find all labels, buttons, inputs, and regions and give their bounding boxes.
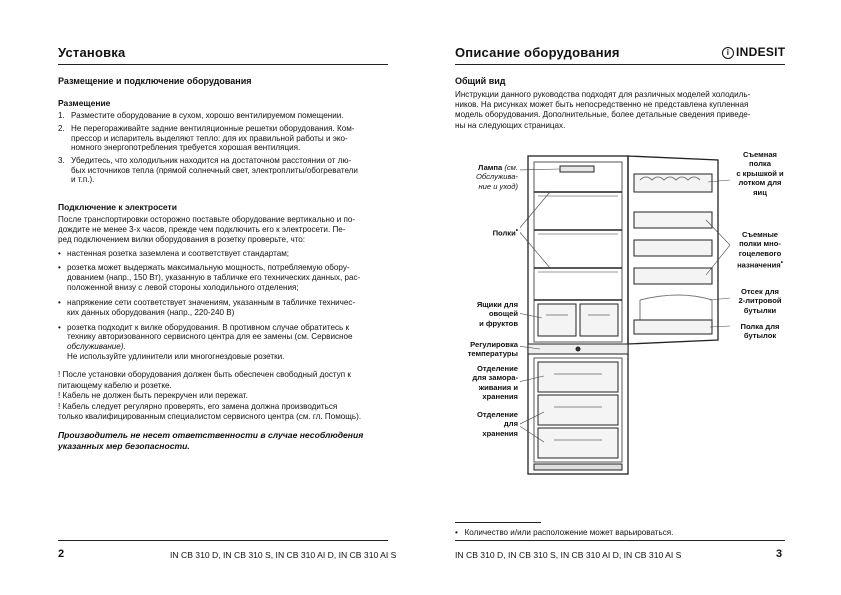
label-door-shelves (730, 230, 790, 270)
label-reg-2: температуры (467, 349, 518, 359)
veg-drawer-right (580, 304, 618, 336)
label-door-4: назначения (737, 260, 781, 270)
text-line: обслуживание). (67, 341, 126, 351)
label-egg-5: яиц (753, 187, 767, 197)
right-models: IN CB 310 D, IN CB 310 S, IN CB 310 AI D, IN CB 310 AI S (455, 550, 682, 560)
right-footer-rule (455, 540, 785, 541)
label-drawers-3: и фруктов (479, 318, 518, 328)
label-bshelf-1: Полка для (740, 322, 780, 331)
label-veg-drawers (440, 300, 518, 328)
text-line: номного энергопотребления требуется хорошая вентиляция. (71, 143, 301, 153)
bottom-grille (534, 464, 622, 470)
right-intro-line: Инструкции данного руководства подходят для различных моделей холодиль- (455, 90, 751, 99)
label-bottle-3: бутылки (743, 305, 777, 315)
text-line: бых источников тепла (прямой солнечный свет, электроплиты/обогреватели (71, 165, 358, 175)
label-frz2-3: хранения (482, 428, 518, 438)
label-frz1-4: хранения (482, 392, 518, 402)
bullet-dot: • (58, 249, 61, 258)
placement-item-text (71, 124, 355, 153)
right-intro-line: ны на следующих страницах. (455, 120, 566, 130)
placement-item-number: 1. (58, 111, 65, 120)
label-storage-compartment (440, 410, 518, 438)
right-page-number: 3 (776, 548, 783, 560)
bullet-dot: • (58, 263, 61, 273)
label-frz1-3: живания и (478, 382, 518, 392)
text-line: розетка может выдержать максимальную мощность, потребляемую обору- (67, 263, 350, 273)
placement-item-text (71, 156, 358, 185)
label-bottle-1: Отсек для (741, 287, 779, 296)
label-lamp-text: Лампа (478, 163, 503, 172)
label-egg-2: полка (749, 159, 771, 169)
text-line: настенная розетка заземлена и соответствует стандартам; (67, 249, 290, 258)
text-line: положенной внизу с левой стороны холодильного отделения; (67, 282, 299, 292)
label-bottle-2: 2-литровой (738, 296, 782, 306)
bullet-dot: • (58, 298, 61, 308)
label-reg-1: Регулировка (470, 340, 518, 349)
label-lamp-note-3: ние и уход) (478, 181, 518, 191)
text-line: Разместите оборудование в сухом, хорошо вентилируемом помещении. (71, 111, 344, 120)
electric-intro-line: ред подключением вилки оборудования в розетку проверьте, что: (58, 235, 306, 245)
placement-item-number: 3. (58, 156, 65, 166)
text-line: Не перегораживайте задние вентиляционные решетки оборудования. Ком- (71, 124, 355, 133)
door-shelf-2 (634, 240, 712, 256)
placement-item (58, 156, 388, 185)
placement-heading: Размещение (58, 98, 111, 108)
left-page-number: 2 (58, 548, 65, 560)
left-page-title: Установка (58, 45, 126, 60)
door-shelf-3 (634, 268, 712, 284)
label-bottle-shelf (730, 322, 790, 341)
label-frz1-2: для замора- (472, 373, 518, 383)
freezer-drawer-2 (538, 395, 618, 425)
label-egg-shelf (730, 150, 790, 197)
text-line: технику авторизованного сервисного центра для ее замены (см. Сервисное (67, 332, 353, 342)
bullet-text (67, 249, 289, 259)
label-egg-4: лотком для (738, 178, 782, 188)
label-bottle-compartment (730, 287, 790, 315)
veg-drawer-left (538, 304, 576, 336)
text-line: розетка подходит к вилке оборудования. В противном случае обратитесь к (67, 322, 350, 332)
logo-mark: i (722, 47, 734, 59)
bullet-text (67, 323, 353, 361)
label-lamp (440, 163, 518, 191)
logo-text: INDESIT (736, 45, 786, 59)
bullet-text (67, 298, 355, 317)
label-egg-1: Съемная (742, 150, 777, 159)
label-frz2-1: Отделение (477, 410, 518, 419)
label-door-2: полки мно- (739, 239, 781, 249)
footnote-text: Количество и/или расположение может варьироваться. (464, 528, 674, 537)
label-door-3: гоцелевого (738, 248, 782, 258)
asterisk-shelves: • (515, 227, 518, 234)
door-shelf-1 (634, 212, 712, 228)
bullet-dot: • (58, 322, 61, 332)
right-title-rule (455, 64, 785, 65)
text-line: Не используйте удлинители или многогнездовые розетки. (67, 351, 285, 361)
warning-line: Производитель не несет ответственности в случае несоблюдения (58, 430, 364, 440)
text-line: ких данных оборудования (напр., 220-240 В) (67, 307, 235, 317)
left-title-rule (58, 64, 388, 65)
note-line: ! После установки оборудования должен быть обеспечен свободный доступ к (58, 370, 351, 379)
label-bshelf-2: бутылок (743, 331, 777, 341)
left-models: IN CB 310 D, IN CB 310 S, IN CB 310 AI D, IN CB 310 AI S (170, 550, 397, 560)
text-line: прессор и испаритель выделяют тепло: для их правильной работы и эко- (71, 133, 348, 143)
text-line: напряжение сети соответствует значениям, указанным в табличке техничес- (67, 298, 356, 308)
electric-intro-line: После транспортировки осторожно поставьте оборудование вертикально и по- (58, 215, 356, 224)
freezer-drawer-1 (538, 362, 618, 392)
placement-item (58, 124, 388, 153)
right-intro-line: ников. На рисунках может быть непосредственно не представлена купленная (455, 100, 749, 110)
warning-line: указанных мер безопасности. (58, 441, 190, 452)
note-line: питающему кабелю и розетке. (58, 380, 172, 390)
electric-heading: Подключение к электросети (58, 202, 177, 212)
thermostat-knob (576, 347, 580, 351)
note-line: ! Кабель не должен быть перекручен или пережат. (58, 391, 248, 401)
label-frz2-2: для (503, 419, 518, 429)
placement-item-text (71, 111, 344, 121)
note-line: только квалифицированным специалистом сервисного центра (см. гл. Помощь). (58, 412, 362, 422)
placement-item-number: 2. (58, 124, 65, 133)
label-lamp-note-2: Обслужива- (475, 172, 518, 182)
footnote (455, 528, 673, 538)
freezer-drawer-3 (538, 428, 618, 458)
fridge-illustration (520, 150, 730, 480)
left-section-heading: Размещение и подключение оборудования (58, 76, 252, 86)
label-lamp-note-1: (см. (504, 163, 518, 172)
right-section-heading: Общий вид (455, 76, 506, 86)
bullet-text (67, 263, 360, 292)
label-door-1: Съемные (741, 230, 779, 239)
text-line: Убедитесь, что холодильник находится на достаточном расстоянии от лю- (71, 156, 352, 166)
bottle-holder (640, 295, 712, 320)
label-temp-control (440, 340, 518, 359)
text-line: и т.п.). (71, 175, 95, 185)
placement-item (58, 111, 388, 121)
label-drawers-2: овощей (488, 309, 518, 319)
lamp-housing (560, 166, 594, 172)
text-line: дованием (напр., 150 Вт), указанную в табличке его технических данных, рас- (67, 272, 361, 282)
label-freezing-compartment (440, 364, 518, 402)
label-shelves-text: Полки (492, 228, 516, 238)
right-page-title: Описание оборудования (455, 45, 620, 60)
footnote-rule (455, 522, 541, 523)
right-intro-line: модель оборудования. Дополнительные, более детальные сведения приведе- (455, 110, 751, 120)
label-egg-3: с крышкой и (736, 168, 784, 178)
label-shelves (440, 226, 518, 238)
asterisk-door: • (780, 259, 783, 267)
electric-intro-line: дождите не менее 3-х часов, прежде чем подключить его к электросети. Пе- (58, 225, 346, 235)
left-footer-rule (58, 540, 388, 541)
bottle-shelf (634, 320, 712, 334)
footnote-asterisk: • (455, 528, 458, 537)
note-line: ! Кабель следует регулярно проверять, его замена должна производиться (58, 401, 338, 411)
indesit-logo (722, 45, 785, 59)
label-drawers-1: Ящики для (476, 300, 518, 309)
label-frz1-1: Отделение (477, 364, 518, 373)
